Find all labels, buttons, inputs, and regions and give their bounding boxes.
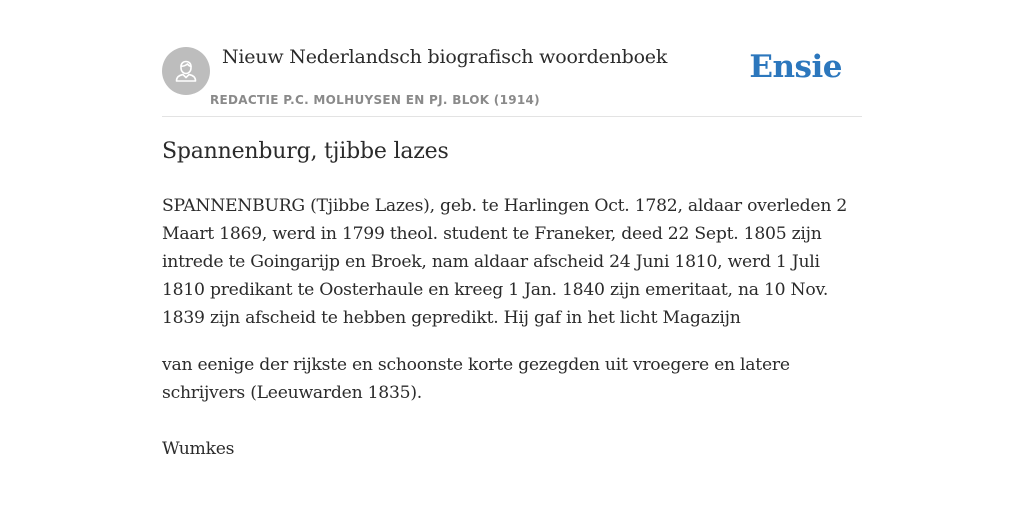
entry-author: Wumkes [162, 439, 235, 459]
ensie-logo[interactable]: Ensie [749, 49, 842, 85]
entry-title: Spannenburg, tjibbe lazes [162, 139, 449, 164]
book-editors: REDACTIE P.C. MOLHUYSEN EN PJ. BLOK (1914) [210, 93, 540, 107]
source-header [162, 44, 862, 117]
entry-paragraph-1: SPANNENBURG (Tjibbe Lazes), geb. te Harlingen Oct. 1782, aldaar overleden 2 Maart 1869, werd in 1799 theol. student te Franeker, deed 22 Sept. 1805 zijn intrede te Goingarijp en Broek, nam aldaar afscheid 24 Juni 1810, werd 1 Juli 1810 predikant te Oosterhaule en kreeg 1 Jan. 1840 zijn emeritaat, na 10 Nov. 1839 zijn afscheid te hebben gepredikt. Hij gaf in het licht Magazijn [162, 196, 848, 328]
book-title[interactable]: Nieuw Nederlandsch biografisch woordenboek [222, 46, 668, 68]
user-icon [172, 57, 200, 85]
entry-paragraph-2: van eenige der rijkste en schoonste korte gezegden uit vroegere en latere schrijvers (Leeuwarden 1835). [162, 355, 790, 403]
avatar[interactable] [162, 47, 210, 95]
